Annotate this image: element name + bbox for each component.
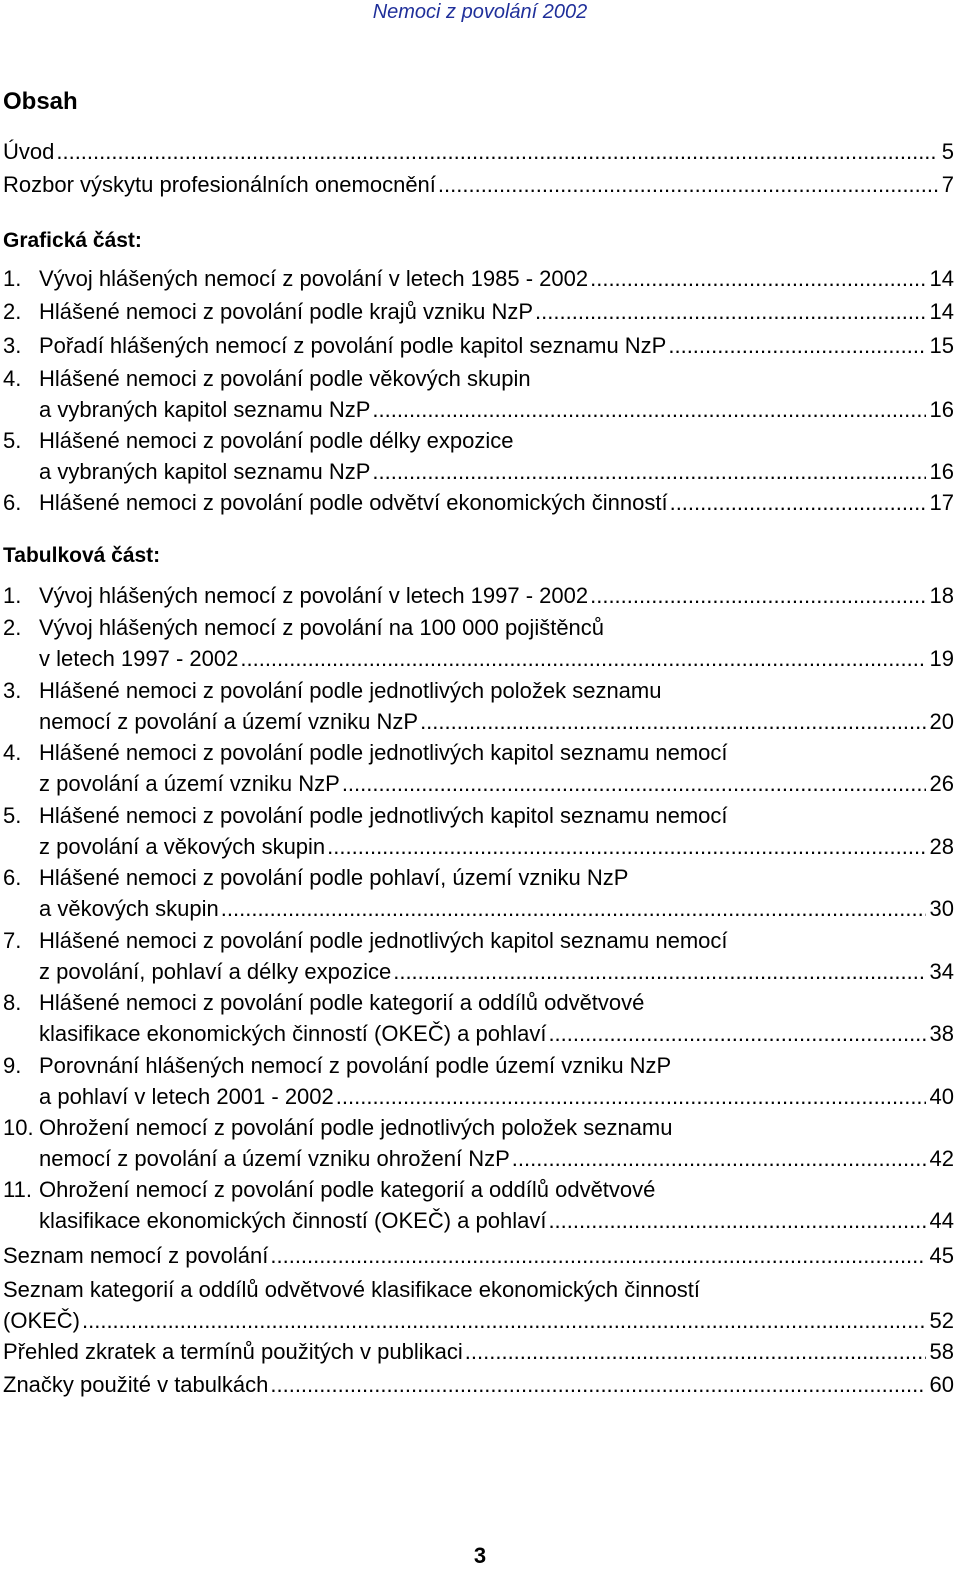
dot-leader (670, 487, 926, 518)
dot-leader (372, 456, 925, 487)
entry-number: 11. (3, 1177, 32, 1202)
toc-page-number: 42 (929, 1145, 954, 1171)
dot-leader (327, 831, 925, 862)
dot-leader (372, 394, 925, 425)
entry-number: 2. (3, 615, 22, 640)
section-title-tables: Tabulková část: (3, 544, 161, 567)
toc-entry-text: klasifikace ekonomických činností (OKEČ) a pohlaví (39, 1207, 547, 1233)
toc-entry-text: (OKEČ) (3, 1307, 80, 1333)
entry-number: 1. (3, 583, 22, 608)
toc-entry-text: Hlášené nemoci z povolání podle délky expozice (39, 427, 514, 453)
toc-page-number: 60 (929, 1371, 954, 1397)
toc-page-number: 7 (941, 171, 954, 197)
dot-leader (535, 296, 925, 327)
toc-entry-text: Hlášené nemoci z povolání podle odvětví ekonomických činností (39, 489, 668, 515)
entry-number: 10. (3, 1115, 34, 1140)
running-header: Nemoci z povolání 2002 (372, 1, 588, 23)
toc-entry-text: Úvod (3, 138, 55, 164)
graphic-entry-1[interactable] (3, 263, 954, 294)
toc-page-number: 40 (929, 1083, 954, 1109)
entry-number: 5. (3, 428, 22, 453)
dot-leader (590, 580, 925, 611)
toc-page-number: 44 (929, 1207, 954, 1233)
table-entry-5[interactable] (3, 800, 954, 862)
entry-number: 3. (3, 678, 22, 703)
dot-leader (393, 956, 925, 987)
dot-leader (336, 1081, 926, 1112)
dot-leader (420, 706, 925, 737)
toc-entry-text: Hlášené nemoci z povolání podle krajů vzniku NzP (39, 298, 534, 324)
toc-page-number: 16 (929, 458, 954, 484)
dot-leader (221, 893, 926, 924)
toc-entry-text: Hlášené nemoci z povolání podle jednotlivých položek seznamu (39, 677, 662, 703)
toc-page-number: 30 (929, 895, 954, 921)
entry-number: 6. (3, 490, 22, 515)
toc-entry-text: Vývoj hlášených nemocí z povolání v letech 1985 - 2002 (39, 265, 589, 291)
toc-entry-text: Rozbor výskytu profesionálních onemocnění (3, 171, 436, 197)
toc-page-number: 45 (929, 1242, 954, 1268)
dot-leader (548, 1205, 925, 1236)
table-entry-1[interactable] (3, 580, 954, 611)
entry-number: 2. (3, 299, 22, 324)
dot-leader (668, 330, 925, 361)
toc-page-number: 20 (929, 708, 954, 734)
entry-number: 3. (3, 333, 22, 358)
toc-entry-text: Vývoj hlášených nemocí z povolání v letech 1997 - 2002 (39, 582, 589, 608)
table-entry-10[interactable] (3, 1112, 954, 1174)
toc-entry-text: Seznam nemocí z povolání (3, 1242, 269, 1268)
toc-page-number: 34 (929, 958, 954, 984)
graphic-entry-3[interactable] (3, 330, 954, 361)
entry-number: 4. (3, 366, 22, 391)
toc-entry-text: z povolání a věkových skupin (39, 833, 326, 859)
dot-leader (56, 136, 937, 167)
toc-page-number: 14 (929, 265, 954, 291)
dot-leader (270, 1240, 925, 1271)
entry-number: 4. (3, 740, 22, 765)
table-entry-11[interactable] (3, 1174, 954, 1236)
toc-entry-text: Přehled zkratek a termínů použitých v publikaci (3, 1338, 463, 1364)
toc-entry-okec-list[interactable] (3, 1274, 954, 1336)
graphic-entry-2[interactable] (3, 296, 954, 327)
toc-entry-disease-list[interactable] (3, 1240, 954, 1271)
dot-leader (270, 1369, 925, 1400)
toc-entry-table-symbols[interactable] (3, 1369, 954, 1400)
dot-leader (512, 1143, 926, 1174)
toc-entry-text: Značky použité v tabulkách (3, 1371, 269, 1397)
toc-page-number: 14 (929, 298, 954, 324)
graphic-entry-6[interactable] (3, 487, 954, 518)
dot-leader (342, 768, 926, 799)
toc-entry-text: Vývoj hlášených nemocí z povolání na 100 000 pojištěnců (39, 614, 605, 640)
toc-entry-text: a vybraných kapitol seznamu NzP (39, 396, 371, 422)
toc-entry-text: Hlášené nemoci z povolání podle věkových skupin (39, 365, 531, 391)
page-number: 3 (473, 1543, 487, 1568)
toc-entry-abbreviations[interactable] (3, 1336, 954, 1367)
toc-entry-text: Hlášené nemoci z povolání podle kategorií a oddílů odvětvové (39, 989, 645, 1015)
dot-leader (465, 1336, 926, 1367)
entry-number: 8. (3, 990, 22, 1015)
table-entry-3[interactable] (3, 675, 954, 737)
toc-entry-text: nemocí z povolání a území vzniku NzP (39, 708, 419, 734)
toc-entry-text: nemocí z povolání a území vzniku ohrožení NzP (39, 1145, 510, 1171)
table-entry-2[interactable] (3, 612, 954, 674)
toc-entry-text: Ohrožení nemocí z povolání podle kategorií a oddílů odvětvové (39, 1176, 656, 1202)
toc-entry-text: Hlášené nemoci z povolání podle pohlaví, území vzniku NzP (39, 864, 629, 890)
entry-number: 7. (3, 928, 22, 953)
toc-entry-text: Seznam kategorií a oddílů odvětvové klasifikace ekonomických činností (3, 1276, 701, 1302)
graphic-entry-4[interactable] (3, 363, 954, 425)
toc-entry-text: Ohrožení nemocí z povolání podle jednotlivých položek seznamu (39, 1114, 673, 1140)
entry-number: 1. (3, 266, 22, 291)
toc-page-number: 15 (929, 332, 954, 358)
toc-entry-text: z povolání, pohlaví a délky expozice (39, 958, 392, 984)
dot-leader (590, 263, 925, 294)
entry-number: 9. (3, 1053, 22, 1078)
toc-page-number: 38 (929, 1020, 954, 1046)
toc-entry-text: a vybraných kapitol seznamu NzP (39, 458, 371, 484)
toc-entry-text: Pořadí hlášených nemocí z povolání podle kapitol seznamu NzP (39, 332, 667, 358)
toc-page-number: 16 (929, 396, 954, 422)
toc-page-number: 18 (929, 582, 954, 608)
toc-entry-text: z povolání a území vzniku NzP (39, 770, 340, 796)
toc-entry-analysis[interactable] (3, 169, 954, 200)
toc-page-number: 5 (941, 138, 954, 164)
dot-leader (240, 643, 925, 674)
toc-entry-text: klasifikace ekonomických činností (OKEČ) a pohlaví (39, 1020, 547, 1046)
table-entry-8[interactable] (3, 987, 954, 1049)
table-entry-4[interactable] (3, 737, 954, 799)
table-entry-7[interactable] (3, 925, 954, 987)
table-entry-6[interactable] (3, 862, 954, 924)
dot-leader (548, 1018, 925, 1049)
table-entry-9[interactable] (3, 1050, 954, 1112)
graphic-entry-5[interactable] (3, 425, 954, 487)
toc-page-number: 19 (929, 645, 954, 671)
dot-leader (82, 1305, 926, 1336)
entry-number: 6. (3, 865, 22, 890)
section-title-graphic: Grafická část: (3, 229, 142, 252)
toc-entry-text: a pohlaví v letech 2001 - 2002 (39, 1083, 334, 1109)
toc-entry-text: Hlášené nemoci z povolání podle jednotlivých kapitol seznamu nemocí (39, 802, 728, 828)
toc-heading: Obsah (3, 88, 78, 115)
toc-entry-text: v letech 1997 - 2002 (39, 645, 239, 671)
toc-page-number: 58 (929, 1338, 954, 1364)
toc-entry-intro[interactable] (3, 136, 954, 167)
toc-entry-text: Hlášené nemoci z povolání podle jednotlivých kapitol seznamu nemocí (39, 927, 728, 953)
toc-page-number: 26 (929, 770, 954, 796)
toc-page-number: 52 (929, 1307, 954, 1333)
toc-page-number: 17 (929, 489, 954, 515)
toc-page-number: 28 (929, 833, 954, 859)
toc-entry-text: Hlášené nemoci z povolání podle jednotlivých kapitol seznamu nemocí (39, 739, 728, 765)
entry-number: 5. (3, 803, 22, 828)
dot-leader (438, 169, 938, 200)
toc-entry-text: Porovnání hlášených nemocí z povolání podle území vzniku NzP (39, 1052, 672, 1078)
toc-entry-text: a věkových skupin (39, 895, 219, 921)
